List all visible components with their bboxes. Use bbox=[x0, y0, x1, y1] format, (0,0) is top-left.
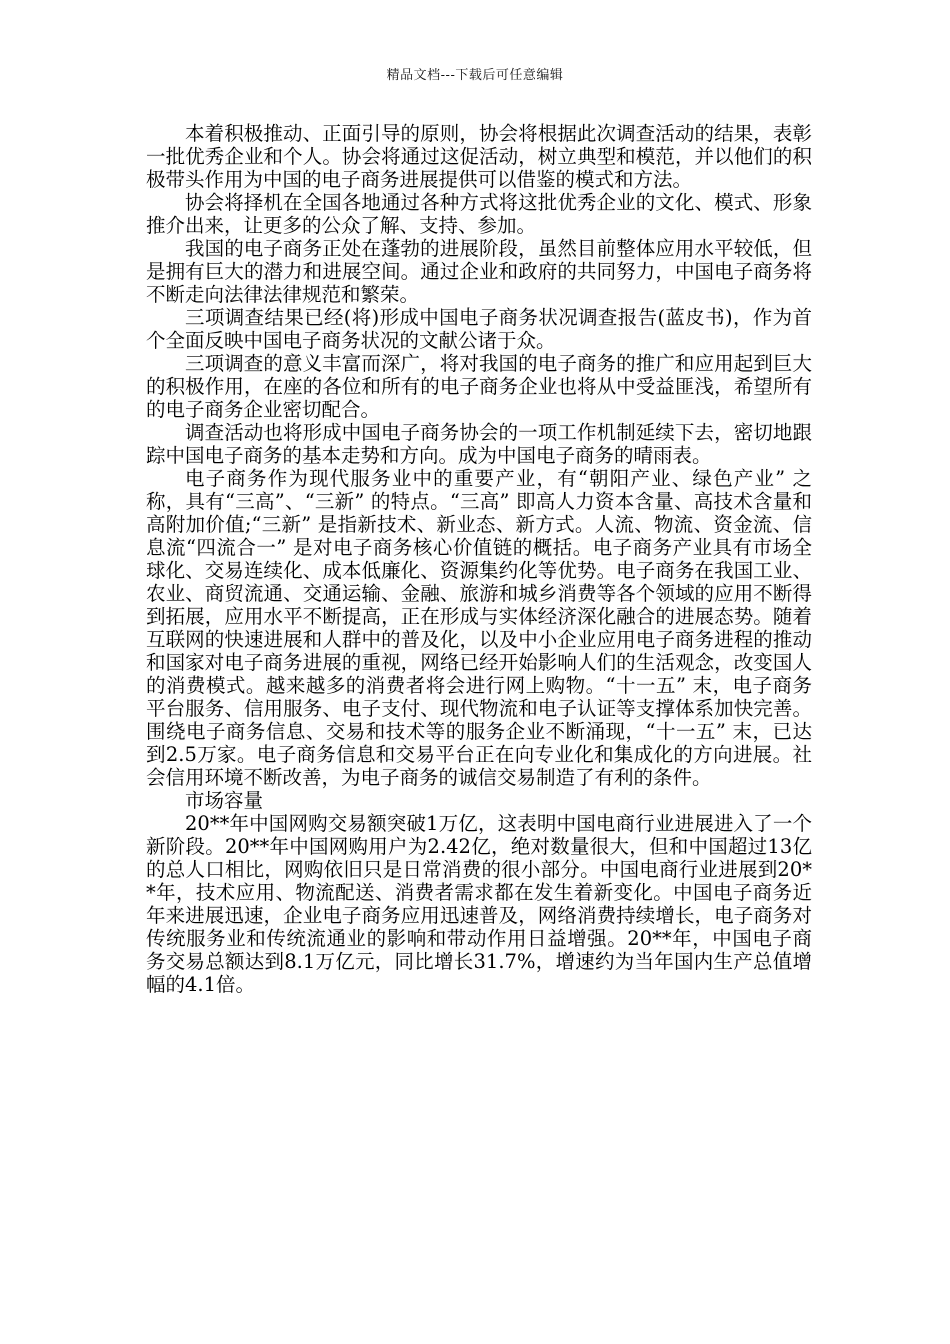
paragraph: 三项调查的意义丰富而深广，将对我国的电子商务的推广和应用起到巨大的积极作用，在座的各位和所有的电子商务企业也将从中受益匪浅，希望所有的电子商务企业密切配合。 bbox=[146, 352, 812, 421]
paragraph: 20**年中国网购交易额突破1万亿，这表明中国电商行业进展进入了一个新阶段。20**年中国网购用户为2.42亿，绝对数量很大，但和中国超过13亿的总人口相比，网购依旧只是日常消费的很小部分。中国电商行业进展到20**年，技术应用、物流配送、消费者需求都在发生着新变化。中国电子商务近年来进展迅速，企业电子商务应用迅速普及，网络消费持续增长，电子商务对传统服务业和传统流通业的影响和带动作用日益增强。20**年，中国电子商务交易总额达到8.1万亿元，同比增长31.7%，增速约为当年国内生产总值增幅的4.1倍。 bbox=[146, 812, 812, 996]
paragraph: 三项调查结果已经(将)形成中国电子商务状况调查报告(蓝皮书)，作为首个全面反映中国电子商务状况的文献公诸于众。 bbox=[146, 306, 812, 352]
page-header: 精品文档---下载后可任意编辑 bbox=[386, 68, 564, 83]
paragraph: 调查活动也将形成中国电子商务协会的一项工作机制延续下去，密切地跟踪中国电子商务的基本走势和方向。成为中国电子商务的晴雨表。 bbox=[146, 421, 812, 467]
document-body bbox=[146, 122, 812, 996]
paragraph: 电子商务作为现代服务业中的重要产业，有“朝阳产业、绿色产业” 之称，具有“三高”、“三新” 的特点。“三高” 即高人力资本含量、高技术含量和高附加价值;“三新” 是指新技术、新业态、新方式。人流、物流、资金流、信息流“四流合一” 是对电子商务核心价值链的概括。电子商务产业具有市场全球化、交易连续化、成本低廉化、资源集约化等优势。电子商务在我国工业、农业、商贸流通、交通运输、金融、旅游和城乡消费等各个领域的应用不断得到拓展，应用水平不断提高，正在形成与实体经济深化融合的进展态势。随着互联网的快速进展和人群中的普及化，以及中小企业应用电子商务进程的推动和国家对电子商务进展的重视，网络已经开始影响人们的生活观念，改变国人的消费模式。越来越多的消费者将会进行网上购物。“十一五” 末，电子商务平台服务、信用服务、电子支付、现代物流和电子认证等支撑体系加快完善。围绕电子商务信息、交易和技术等的服务企业不断涌现，“十一五” 末，已达到2.5万家。电子商务信息和交易平台正在向专业化和集成化的方向进展。社会信用环境不断改善，为电子商务的诚信交易制造了有利的条件。 bbox=[146, 467, 812, 789]
paragraph: 本着积极推动、正面引导的原则，协会将根据此次调查活动的结果，表彰一批优秀企业和个人。协会将通过这促活动，树立典型和模范，并以他们的积极带头作用为中国的电子商务进展提供可以借鉴的模式和方法。 bbox=[146, 122, 812, 191]
paragraph: 协会将择机在全国各地通过各种方式将这批优秀企业的文化、模式、形象推介出来，让更多的公众了解、支持、参加。 bbox=[146, 191, 812, 237]
section-heading: 市场容量 bbox=[185, 789, 264, 812]
paragraph: 我国的电子商务正处在蓬勃的进展阶段，虽然目前整体应用水平较低，但是拥有巨大的潜力和进展空间。通过企业和政府的共同努力，中国电子商务将不断走向法律法律规范和繁荣。 bbox=[146, 237, 812, 306]
